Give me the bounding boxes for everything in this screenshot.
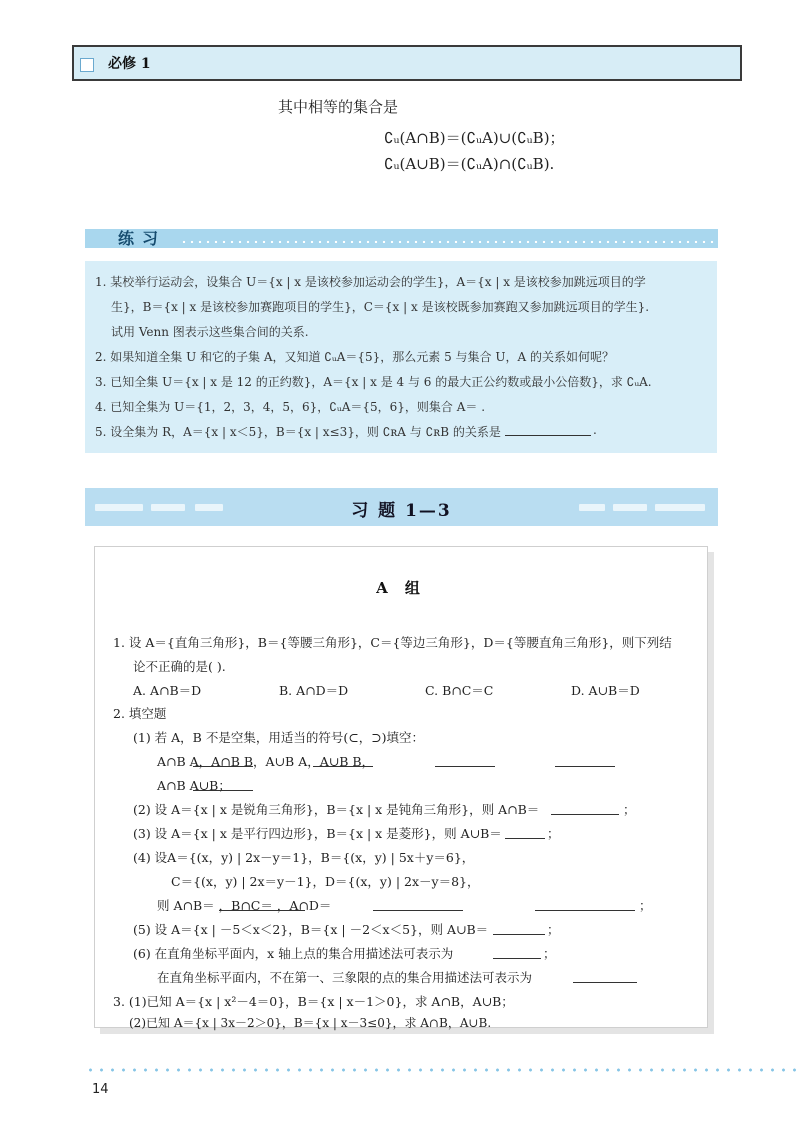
practice-line: 4. 已知全集为 U＝{1，2，3，4，5，6}，∁ᵤA＝{5，6}，则集合 A＝ . xyxy=(95,400,486,414)
q2-sub3: (3) 设 A＝{x | x 是平行四边形}，B＝{x | x 是菱形}，则 A∪B＝ xyxy=(133,826,502,841)
page-number: 14 xyxy=(92,1082,109,1097)
q2-sub1a: A∩B A，A∩B B，A∪B A，A∪B B， xyxy=(157,754,375,769)
q2-sub1: (1) 若 A，B 不是空集，用适当的符号(⊂，⊃)填空： xyxy=(133,730,425,745)
answer-blank xyxy=(373,910,463,911)
practice-box xyxy=(85,261,717,453)
semicolon: ； xyxy=(543,946,556,961)
answer-blank xyxy=(505,435,591,436)
q1-choice-a: A. A∩B＝D xyxy=(133,683,202,698)
intro-lead: 其中相等的集合是 xyxy=(278,98,399,116)
page-header xyxy=(72,45,742,81)
answer-blank xyxy=(219,910,305,911)
practice-title: 练习 xyxy=(118,229,167,248)
q2-sub5: (5) 设 A＝{x | －5＜x＜2}，B＝{x | －2＜x＜5}，则 A∪B＝ xyxy=(133,922,489,937)
q2-sub4a: (4) 设A＝{(x，y) | 2x－y＝1}，B＝{(x，y) | 5x＋y＝6}， xyxy=(133,850,475,865)
q3-line-2: (2)已知 A＝{x | 3x－2＞0}，B＝{x | x－3≤0}，求 A∩B，A∪B. xyxy=(129,1016,492,1030)
answer-blank xyxy=(551,814,619,815)
q1-line-1: 1. 设 A＝{直角三角形}，B＝{等腰三角形}，C＝{等边三角形}，D＝{等腰直角三角形}，则下列结 xyxy=(113,635,672,650)
semicolon: ； xyxy=(623,802,636,817)
answer-blank xyxy=(193,766,253,767)
q1-choice-b: B. A∩D＝D xyxy=(279,683,349,698)
header-square-icon xyxy=(80,58,94,72)
answer-blank xyxy=(555,766,615,767)
q1-choice-d: D. A∪B＝D xyxy=(571,683,640,698)
q1-choice-c: C. B∩C＝C xyxy=(425,683,494,698)
practice-bar-dots xyxy=(180,240,715,243)
practice-line: 5. 设全集为 R，A＝{x | x＜5}，B＝{x | x≤3}，则 ∁ʀA 与 ∁ʀB 的关系是 xyxy=(95,425,501,439)
intro-formula-2: ∁ᵤ(A∪B)＝(∁ᵤA)∩(∁ᵤB). xyxy=(384,155,555,173)
practice-line: 生}，B＝{x | x 是该校参加赛跑项目的学生}，C＝{x | x 是该校既参加赛跑又参加跳远项目的学生}. xyxy=(111,300,650,314)
answer-blank xyxy=(493,958,541,959)
exercises-banner xyxy=(85,488,718,526)
q2-sub4c: 则 A∩B＝ ，B∩C＝ ，A∩D＝ xyxy=(157,898,332,913)
group-title: A 组 xyxy=(376,579,426,597)
practice-line: 2. 如果知道全集 U 和它的子集 A，又知道 ∁ᵤA＝{5}，那么元素 5 与集合 U，A 的关系如何呢？ xyxy=(95,350,614,364)
exercises-title: 习 题 1—3 xyxy=(351,501,452,521)
practice-line: 1. 某校举行运动会，设集合 U＝{x | x 是该校参加运动会的学生}，A＝{x | x 是该校参加跳远项目的学 xyxy=(95,275,646,289)
q2-sub6a: (6) 在直角坐标平面内，x 轴上点的集合用描述法可表示为 xyxy=(133,946,454,961)
intro-formula-1: ∁ᵤ(A∩B)＝(∁ᵤA)∪(∁ᵤB)； xyxy=(384,129,565,147)
q1-line-2: 论不正确的是( ). xyxy=(133,659,226,674)
q3-line-1: 3. (1)已知 A＝{x | x²－4＝0}，B＝{x | x－1＞0}，求 A∩B，A∪B； xyxy=(113,994,514,1009)
practice-title-bar xyxy=(85,229,718,248)
answer-blank xyxy=(193,790,253,791)
answer-blank xyxy=(313,766,373,767)
group-a-box xyxy=(94,546,708,1028)
answer-blank xyxy=(535,910,635,911)
semicolon: ； xyxy=(547,922,560,937)
q2-label: 2. 填空题 xyxy=(113,706,167,721)
semicolon: ； xyxy=(639,898,652,913)
semicolon: ； xyxy=(547,826,560,841)
answer-blank xyxy=(493,934,545,935)
answer-blank xyxy=(505,838,545,839)
q2-sub1b: A∩B A∪B； xyxy=(157,778,231,793)
practice-line: 试用 Venn 图表示这些集合间的关系. xyxy=(111,325,309,339)
answer-blank xyxy=(435,766,495,767)
header-title: 必修 1 xyxy=(108,56,151,72)
q2-sub2: (2) 设 A＝{x | x 是锐角三角形}，B＝{x | x 是钝角三角形}，则 A∩B＝ xyxy=(133,802,540,817)
q2-sub4b: C＝{(x，y) | 2x＝y－1}，D＝{(x，y) | 2x－y＝8}， xyxy=(171,874,480,889)
practice-line: 3. 已知全集 U＝{x | x 是 12 的正约数}，A＝{x | x 是 4 与 6 的最大正公约数或最小公倍数}，求 ∁ᵤA. xyxy=(95,375,652,389)
answer-blank xyxy=(573,982,637,983)
q2-sub6b: 在直角坐标平面内，不在第一、三象限的点的集合用描述法可表示为 xyxy=(157,970,533,985)
footer-dots xyxy=(85,1068,800,1072)
period: . xyxy=(593,423,597,437)
